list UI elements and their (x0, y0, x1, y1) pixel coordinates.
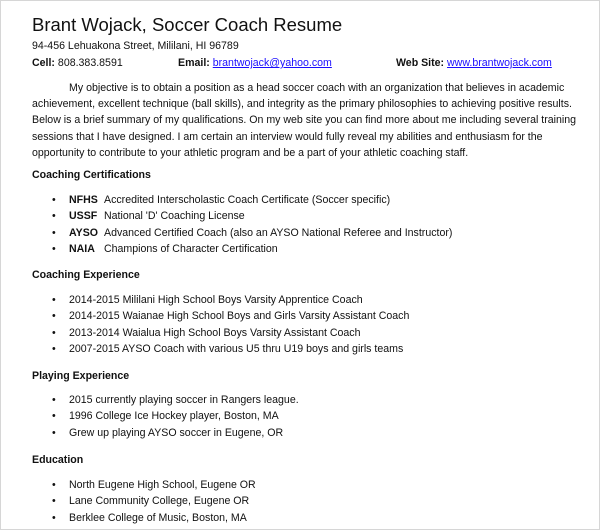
list-item-text: 2013-2014 Waialua High School Boys Varsity Assistant Coach (69, 326, 361, 339)
website-label: Web Site: (396, 57, 445, 69)
address: 94-456 Lehuakona Street, Mililani, HI 96789 (32, 40, 239, 52)
bullet-icon: • (52, 343, 56, 356)
bullet-icon: • (52, 511, 56, 524)
website-line (396, 57, 552, 69)
objective-line: achievement, excellent technique (ball skills), and integrity as the primary philosophies to achieving positive results. (32, 98, 572, 111)
bullet-icon: • (52, 326, 56, 339)
email-line (178, 57, 332, 69)
bullet-icon: • (52, 495, 56, 508)
list-item-text: 2014-2015 Mililani High School Boys Varsity Apprentice Coach (69, 294, 363, 306)
bullet-icon: • (52, 243, 56, 256)
list-item-text: 2015 currently playing soccer in Rangers league. (69, 394, 299, 406)
list-item-text: Berklee College of Music, Boston, MA (69, 511, 247, 524)
cell-label: Cell: (32, 57, 55, 69)
bullet-icon: • (52, 310, 56, 323)
list-item-text: Grew up playing AYSO soccer in Eugene, OR (69, 426, 284, 439)
education-heading: Education (32, 454, 84, 466)
cert-text: Advanced Certified Coach (also an AYSO National Referee and Instructor) (104, 226, 453, 239)
bullet-icon: • (52, 394, 56, 406)
list-item-text: 1996 College Ice Hockey player, Boston, MA (69, 410, 279, 423)
playing-heading: Playing Experience (32, 370, 130, 382)
bullet-icon: • (52, 210, 56, 223)
email-link[interactable]: brantwojack@yahoo.com (212, 57, 332, 69)
objective-line: Below is a brief summary of my qualifications. On my web site you can find more about me including several training (32, 114, 577, 127)
bullet-icon: • (52, 294, 56, 306)
resume-title: Brant Wojack, Soccer Coach Resume (32, 14, 343, 35)
objective-line: My objective is to obtain a position as a head soccer coach with an organization that believes in academic (69, 82, 565, 94)
bullet-icon: • (52, 194, 56, 206)
coaching-heading: Coaching Experience (32, 269, 140, 281)
cert-text: Accredited Interscholastic Coach Certificate (Soccer specific) (104, 194, 391, 206)
cert-text: Champions of Character Certification (104, 243, 278, 256)
list-item-text: Lane Community College, Eugene OR (69, 495, 250, 508)
bullet-icon: • (52, 479, 56, 491)
cert-text: National 'D' Coaching License (104, 210, 245, 223)
list-item-text: North Eugene High School, Eugene OR (69, 479, 256, 491)
cert-tag: USSF (69, 210, 98, 223)
certifications-heading: Coaching Certifications (32, 169, 151, 181)
objective-paragraph (32, 80, 577, 161)
list-item-text: 2014-2015 Waianae High School Boys and Girls Varsity Assistant Coach (69, 310, 410, 323)
list-item-text: 2007-2015 AYSO Coach with various U5 thru U19 boys and girls teams (69, 343, 404, 356)
cert-tag: NFHS (69, 194, 98, 206)
objective-line: opportunity to contribute to your athletic program and be a part of your athletic coaching staff. (32, 146, 469, 159)
cert-tag: NAIA (69, 243, 95, 256)
objective-line: sessions that I have designed. I am certain an interview would fully reveal my abilities and enthusiasm for the (32, 130, 543, 143)
email-label: Email: (178, 57, 210, 69)
bullet-icon: • (52, 426, 56, 439)
cell-number: 808.383.8591 (57, 57, 123, 69)
website-link[interactable]: www.brantwojack.com (447, 57, 552, 69)
bullet-icon: • (52, 410, 56, 423)
cert-tag: AYSO (69, 226, 99, 239)
cell-line (32, 57, 123, 69)
bullet-icon: • (52, 226, 56, 239)
